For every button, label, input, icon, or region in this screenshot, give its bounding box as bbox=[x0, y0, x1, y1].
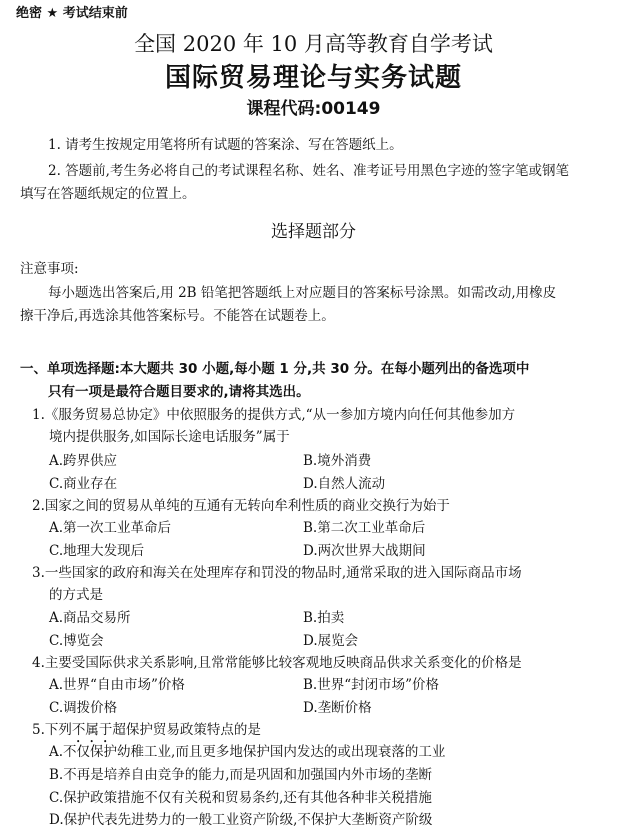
question-2-option-b: B.第二次工业革命后 bbox=[303, 520, 426, 536]
notice-text-1: 每小题选出答案后,用 2B 铅笔把答题纸上对应题目的答案标号涂黑。如需改动,用橡皮 bbox=[48, 285, 557, 301]
question-5-stem-emphasis: 不属于 bbox=[71, 722, 113, 738]
question-5-option-c: C.保护政策措施不仅有关税和贸易条约,还有其他各种非关税措施 bbox=[49, 790, 432, 806]
section-title: 选择题部分 bbox=[271, 222, 356, 242]
question-2-stem: 2.国家之间的贸易从单纯的互通有无转向牟利性质的商业交换行为始于 bbox=[32, 498, 450, 514]
question-5-option-a: A.不仅保护幼稚工业,而且更多地保护国内发达的或出现衰落的工业 bbox=[49, 744, 446, 760]
notice-text-2: 擦干净后,再选涂其他答案标号。不能答在试题卷上。 bbox=[20, 308, 335, 324]
instruction-2-cont: 填写在答题纸规定的位置上。 bbox=[20, 186, 196, 202]
part-heading-2: 只有一项是最符合题目要求的,请将其选出。 bbox=[48, 384, 310, 400]
question-1-option-a: A.跨界供应 bbox=[49, 453, 118, 469]
question-2-option-a: A.第一次工业革命后 bbox=[49, 520, 172, 536]
question-3-stem: 3.一些国家的政府和海关在处理库存和罚没的物品时,通常采取的进入国际商品市场 bbox=[32, 565, 522, 581]
question-1-stem-cont: 境内提供服务,如国际长途电话服务”属于 bbox=[49, 429, 290, 445]
question-3-stem-cont: 的方式是 bbox=[49, 587, 103, 603]
question-1-stem: 1.《服务贸易总协定》中依照服务的提供方式,“从一参加方境内向任何其他参加方 bbox=[32, 407, 516, 423]
question-5-stem-suffix: 超保护贸易政策特点的是 bbox=[112, 722, 261, 738]
question-1-option-d: D.自然人流动 bbox=[303, 476, 386, 492]
part-heading-1: 一、单项选择题:本大题共 30 小题,每小题 1 分,共 30 分。在每小题列出的备选项中 bbox=[20, 361, 530, 377]
question-4-option-b: B.世界“封闭市场”价格 bbox=[303, 677, 440, 693]
question-2-option-c: C.地理大发现后 bbox=[49, 543, 145, 559]
question-4-option-a: A.世界“自由市场”价格 bbox=[49, 677, 185, 693]
question-4-option-d: D.垄断价格 bbox=[303, 700, 372, 716]
question-3-option-c: C.博览会 bbox=[49, 633, 104, 649]
question-5-stem-prefix: 5.下列 bbox=[32, 722, 72, 738]
exam-title: 全国 2020 年 10 月高等教育自学考试 bbox=[134, 32, 493, 56]
question-4-option-c: C.调拨价格 bbox=[49, 700, 118, 716]
instruction-2: 2. 答题前,考生务必将自己的考试课程名称、姓名、准考证号用黑色字迹的签字笔或钢笔 bbox=[48, 163, 569, 179]
question-5-option-d: D.保护代表先进势力的一般工业资产阶级,不保护大垄断资产阶级 bbox=[49, 812, 433, 828]
question-5-option-b: B.不再是培养自由竞争的能力,而是巩固和加强国内外市场的垄断 bbox=[49, 767, 433, 783]
course-code: 课程代码:00149 bbox=[246, 99, 381, 119]
question-2-option-d: D.两次世界大战期间 bbox=[303, 543, 426, 559]
confidential-label: 绝密 ★ 考试结束前 bbox=[16, 6, 128, 21]
instruction-1: 1. 请考生按规定用笔将所有试题的答案涂、写在答题纸上。 bbox=[48, 137, 403, 153]
question-3-option-b: B.拍卖 bbox=[303, 610, 345, 626]
notice-label: 注意事项: bbox=[20, 261, 79, 277]
question-1-option-c: C.商业存在 bbox=[49, 476, 118, 492]
question-4-stem: 4.主要受国际供求关系影响,且常常能够比较客观地反映商品供求关系变化的价格是 bbox=[32, 655, 522, 671]
question-1-option-b: B.境外消费 bbox=[303, 453, 372, 469]
subject-title: 国际贸易理论与实务试题 bbox=[164, 63, 462, 93]
question-3-option-d: D.展览会 bbox=[303, 633, 359, 649]
question-3-option-a: A.商品交易所 bbox=[49, 610, 131, 626]
